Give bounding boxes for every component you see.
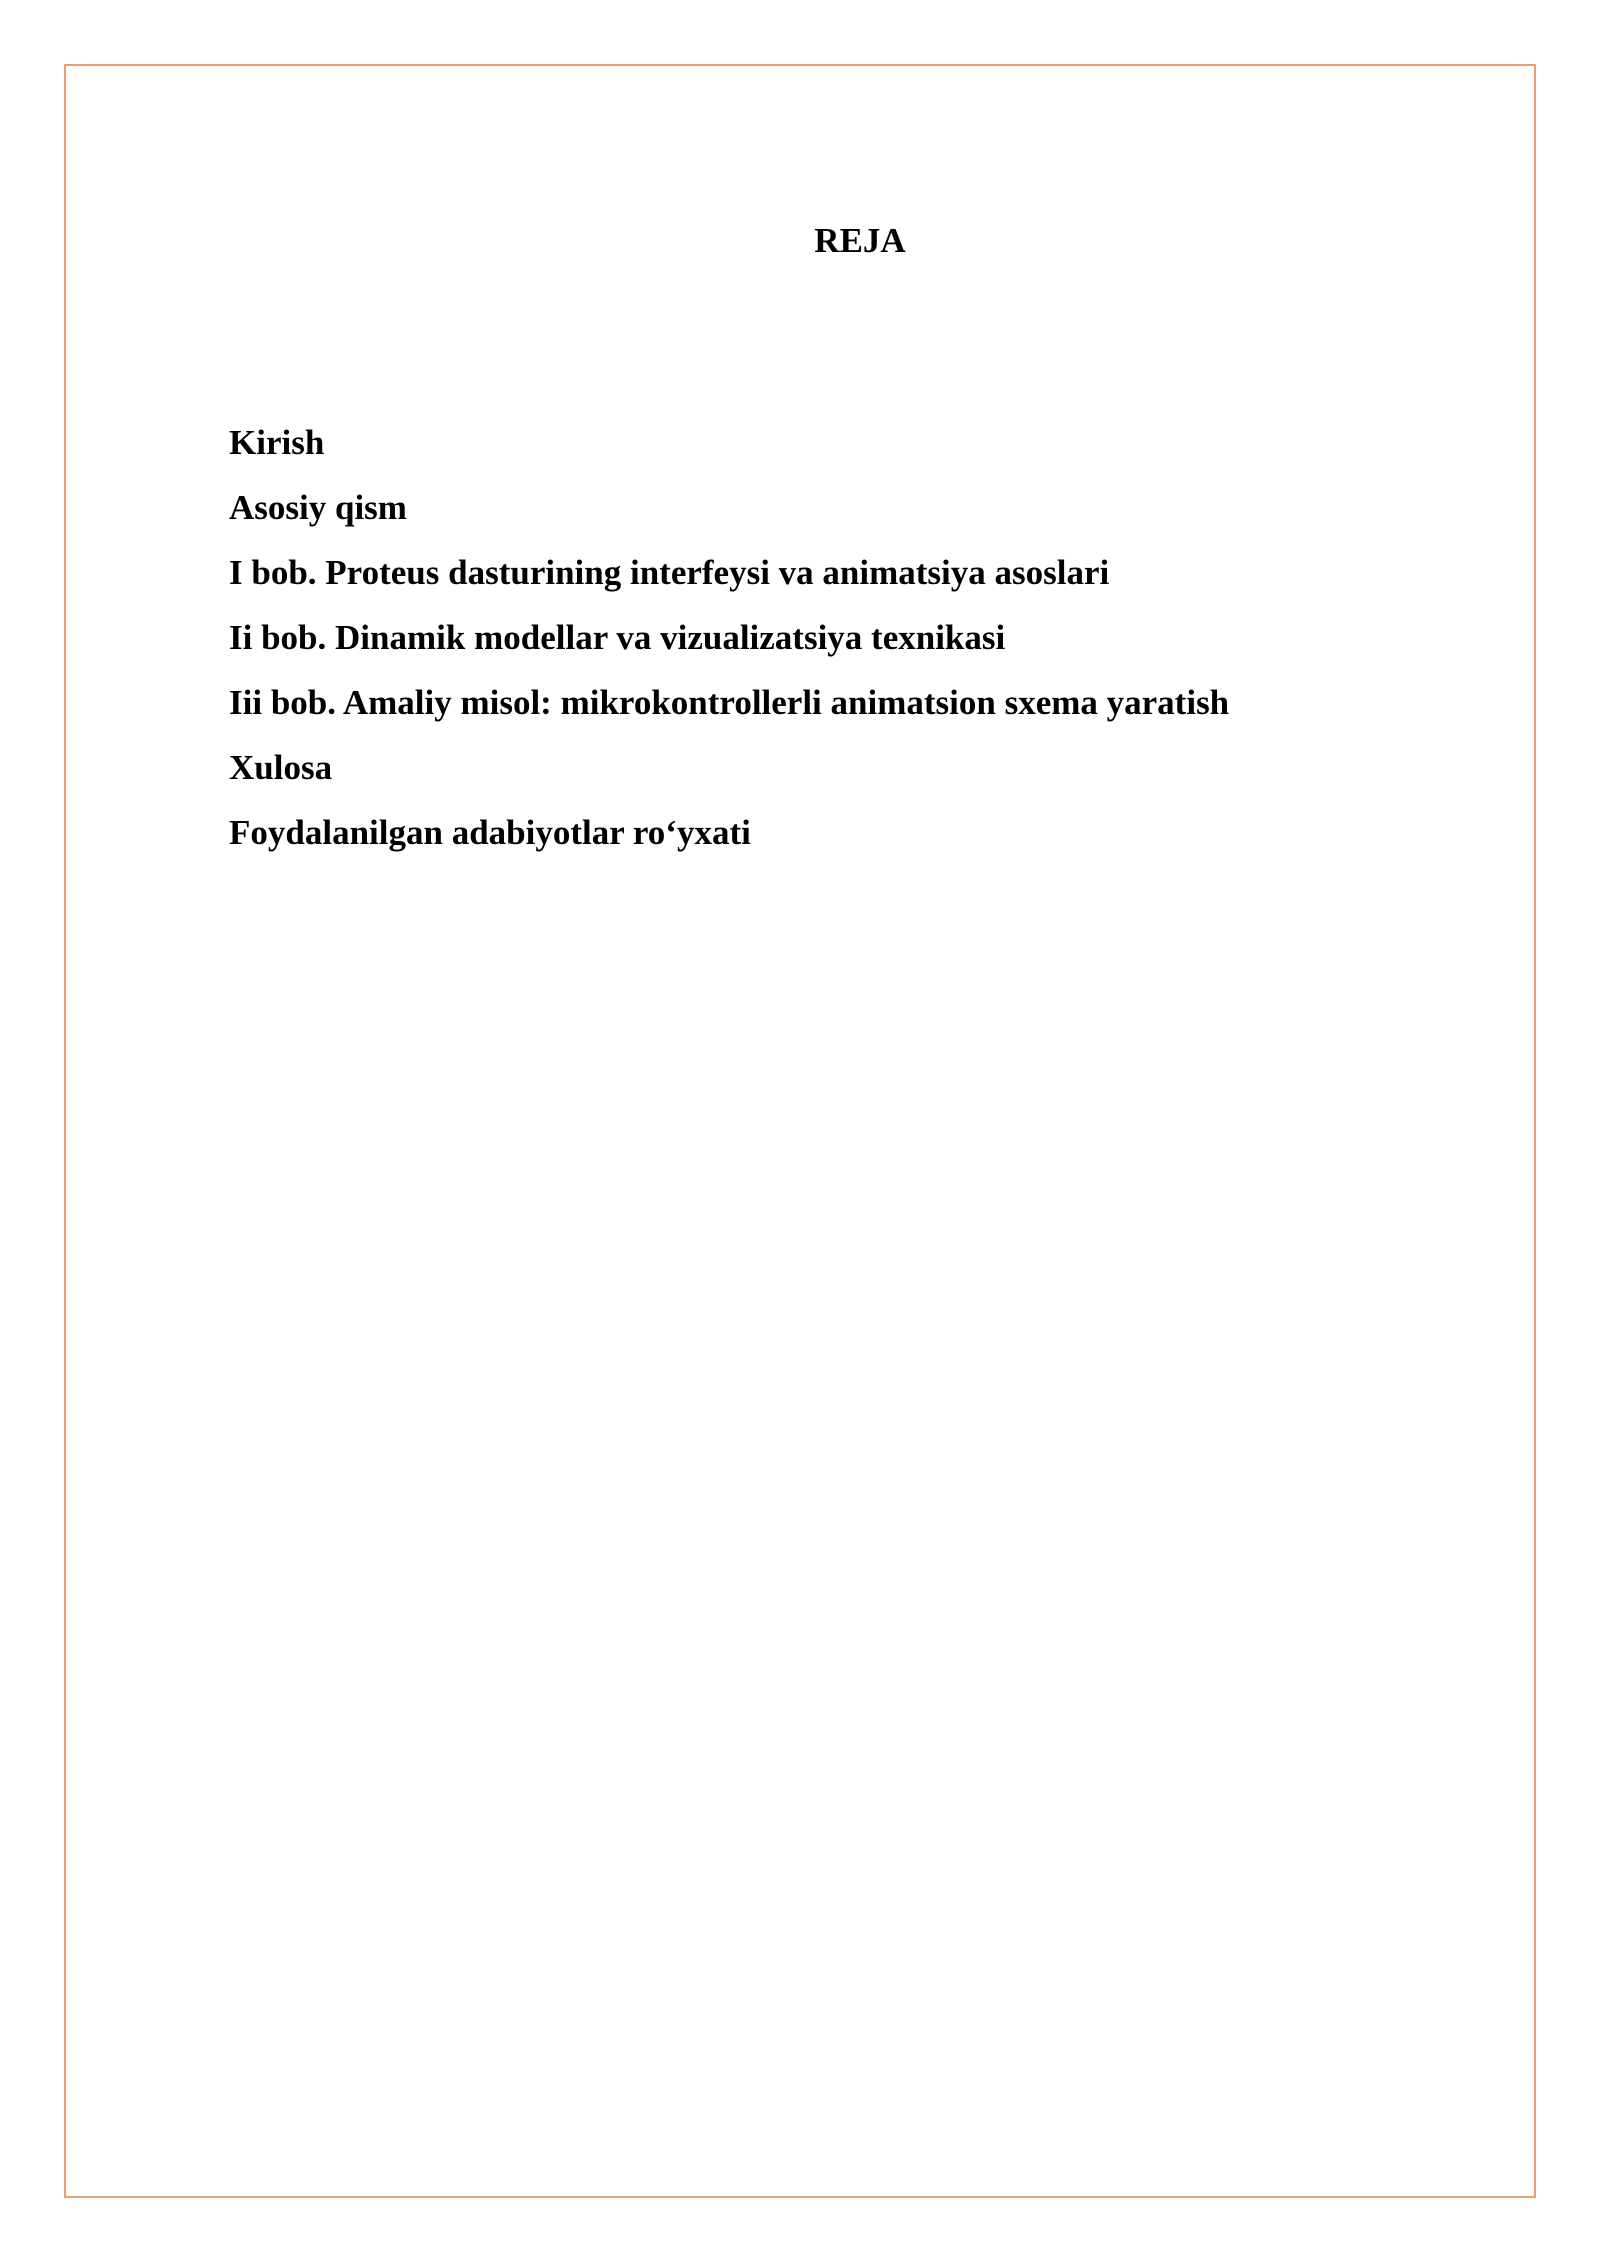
page-border [64, 64, 1536, 2198]
toc-item-references: Foydalanilgan adabiyotlar ro‘yxati [229, 813, 751, 852]
toc-item-chapter-2: Ii bob. Dinamik modellar va vizualizatsiya texnikasi [229, 618, 1006, 657]
toc-item-chapter-1: I bob. Proteus dasturining interfeysi va animatsiya asoslari [229, 553, 1110, 592]
table-of-contents [229, 410, 1229, 865]
toc-item-chapter-3: Iii bob. Amaliy misol: mikrokontrollerli animatsion sxema yaratish [229, 683, 1230, 722]
toc-item-xulosa: Xulosa [229, 748, 333, 787]
page-title: REJA [814, 221, 906, 260]
toc-item-asosiy-qism: Asosiy qism [229, 488, 407, 527]
toc-item-kirish: Kirish [229, 423, 325, 462]
